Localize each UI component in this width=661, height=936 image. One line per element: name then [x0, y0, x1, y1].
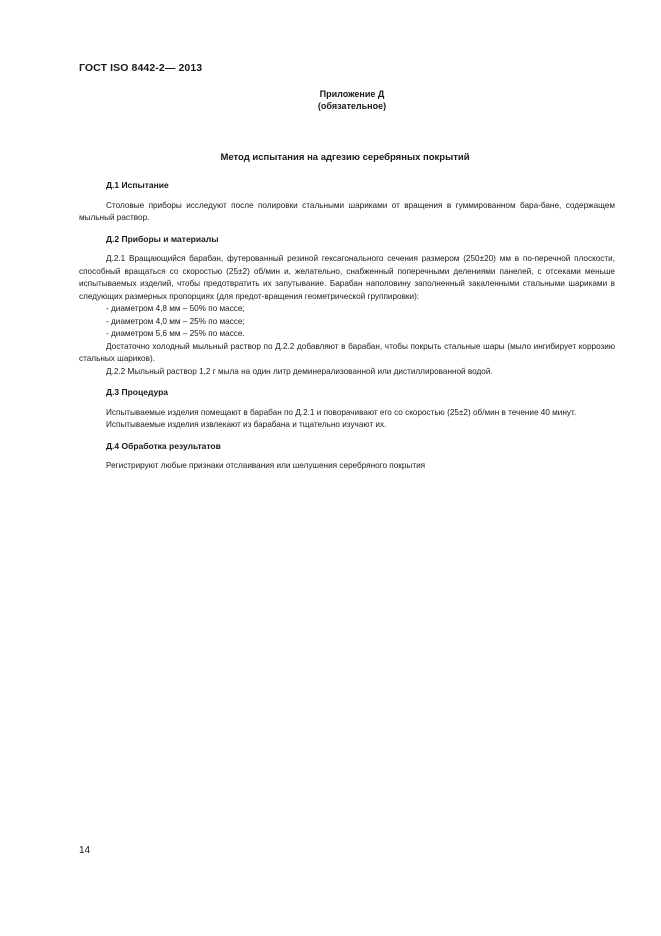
paragraph: Достаточно холодный мыльный раствор по Д.2.2 добавляют в барабан, чтобы покрыть стальные шары (мыло ингибирует коррозию стальных шариков).	[79, 341, 615, 363]
list-item: - диаметром 5,6 мм – 25% по массе.	[106, 329, 245, 338]
method-title: Метод испытания на адгезию серебряных покрытий	[220, 152, 470, 163]
page-number: 14	[79, 845, 91, 856]
paragraph: Испытываемые изделия извлекают из барабана и тщательно изучают их.	[106, 420, 387, 429]
document-code: ГОСТ ISO 8442-2— 2013	[79, 62, 203, 74]
paragraph: Столовые приборы исследуют после полировки стальными шариками от вращения в гуммированном бара-бане, содержащем мыльный раствор.	[79, 200, 615, 222]
section-heading-d2: Д.2 Приборы и материалы	[106, 233, 219, 244]
paragraph: Д.2.1 Вращающийся барабан, футерованный резиной гексагонального сечения размером (250±20) мм в по-перечной плоскости, способный вращаться со скоростью (25±2) об/мин и, желательно, снабженный поперечными делениями панелей, с отсеками меньше испытываемых изделий, чтобы предотвратить их запутывание. Барабан наполовину заполненный закаленными стальными шариками в следующих размерных пропорциях (для предот-вращения геометрической группировки):	[79, 254, 615, 301]
list-item: - диаметром 4,0 мм – 25% по массе;	[106, 316, 245, 326]
list-item: - диаметром 4,8 мм – 50% по массе;	[106, 304, 245, 313]
paragraph: Д.2.2 Мыльный раствор 1,2 г мыла на один литр деминерализованной или дистиллированной водой.	[106, 366, 493, 376]
paragraph: Регистрируют любые признаки отслаивания или шелушения серебряного покрытия	[106, 461, 426, 470]
paragraph: Испытываемые изделия помещают в барабан по Д.2.1 и поворачивают его со скоростью (25±2) об/мин в течение 40 минут.	[106, 407, 577, 417]
section-heading-d1: Д.1 Испытание	[106, 180, 169, 190]
appendix-status: (обязательное)	[317, 101, 387, 111]
document-body	[79, 179, 615, 473]
appendix-heading	[292, 88, 412, 112]
section-heading-d4: Д.4 Обработка результатов	[106, 440, 221, 451]
appendix-title: Приложение Д	[319, 89, 385, 99]
section-heading-d3: Д.3 Процедура	[106, 387, 168, 397]
